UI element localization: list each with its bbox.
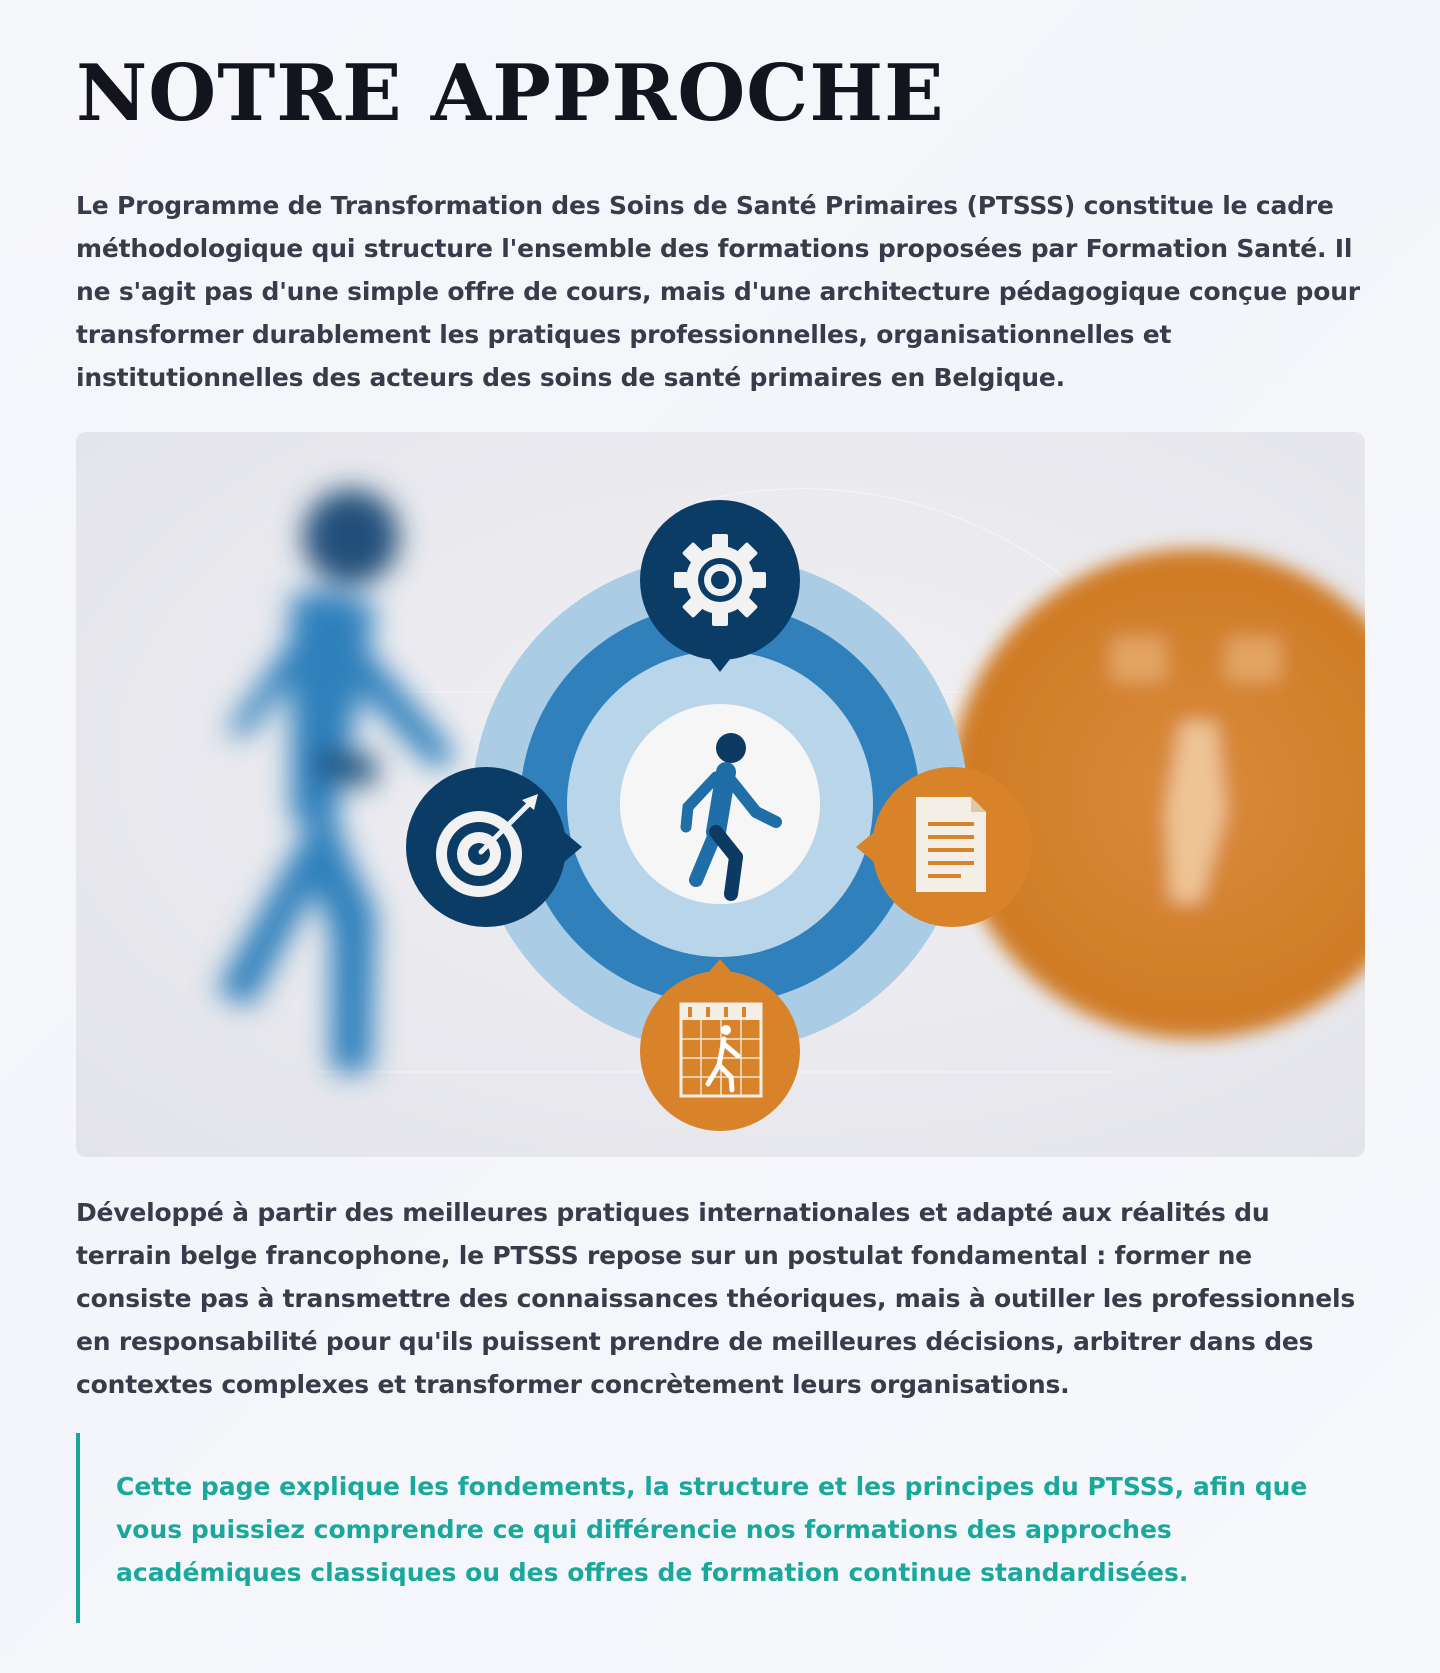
callout-text: Cette page explique les fondements, la structure et les principes du PTSSS, afin que vous puissiez comprendre ce qui différencie nos formations des approches académiques classiques ou des offres de formation continue standardisées. [116,1472,1308,1587]
body-paragraph: Développé à partir des meilleures pratiques internationales et adapté aux réalités du terrain belge francophone, le PTSSS repose sur un postulat fondamental : former ne consiste pas à transmettre des connaissances théoriques, mais à outiller les professionnels en responsabilité pour qu'ils puissent prendre de meilleures décisions, arbitrer dans des contextes complexes et transformer concrètement leurs organisations. [76,1198,1356,1399]
hero-illustration [76,432,1365,1157]
page-title: NOTRE APPROCHE [76,48,945,139]
blurred-walker-icon [216,489,456,1072]
hero-svg [76,432,1365,1157]
callout-quote [76,1433,1350,1623]
intro-paragraph: Le Programme de Transformation des Soins de Santé Primaires (PTSSS) constitue le cadre méthodologique qui structure l'ensemble des formations proposées par Formation Santé. Il ne s'agit pas d'une simple offre de cours, mais d'une architecture pédagogique conçue pour transformer durablement les pratiques professionnelles, organisationnelles et institutionnelles des acteurs des soins de santé primaires en Belgique. [76,191,1360,392]
